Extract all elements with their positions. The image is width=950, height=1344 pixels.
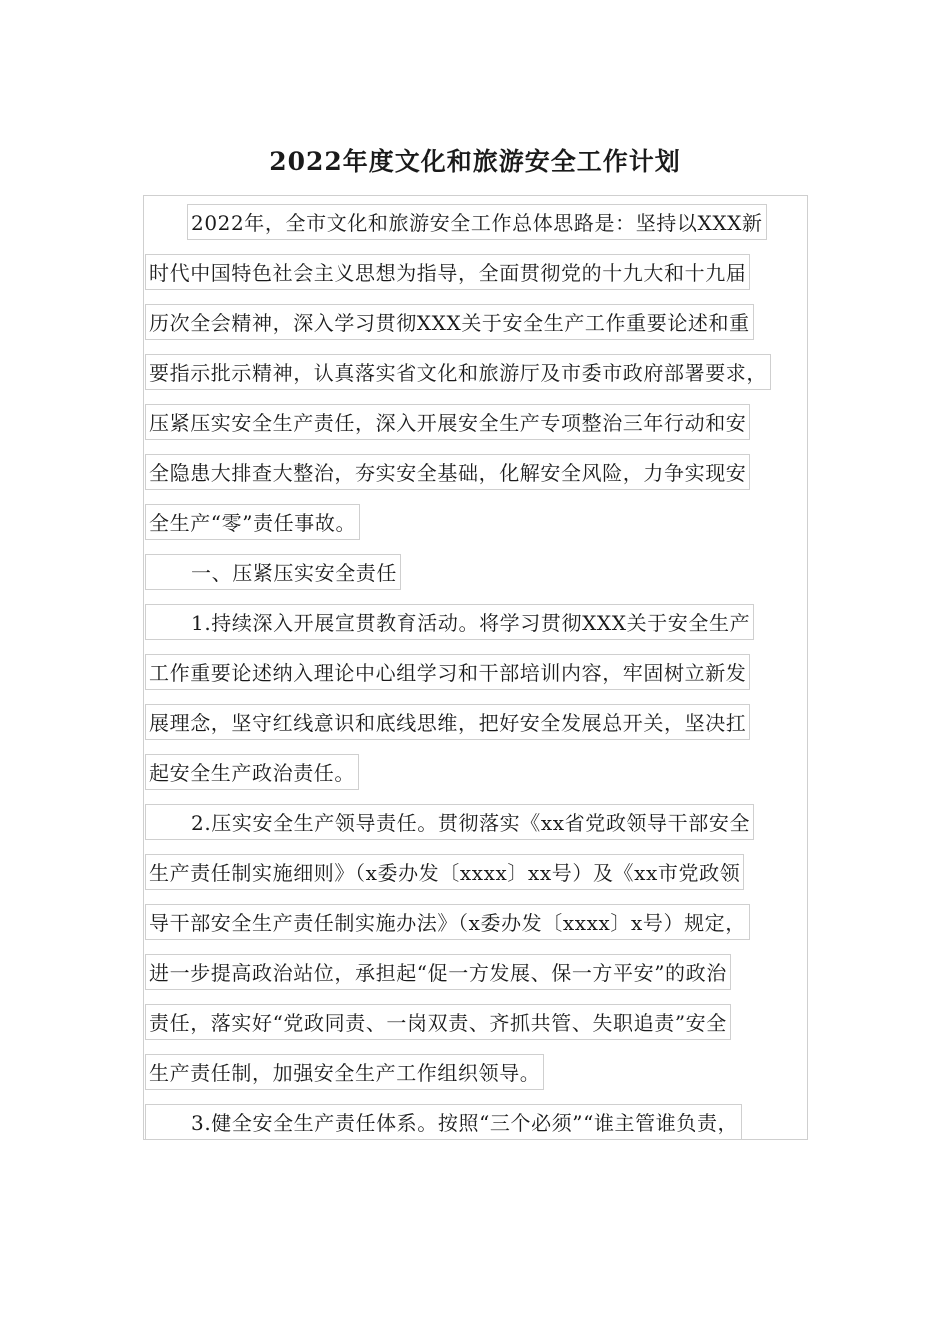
- line-text: 一、压紧压实安全责任: [145, 554, 401, 590]
- page-title: 2022年度文化和旅游安全工作计划: [269, 147, 681, 176]
- paragraph-line: [145, 453, 750, 493]
- paragraph-line: [145, 403, 750, 443]
- paragraph-line: [145, 253, 750, 293]
- paragraph-line: [145, 353, 771, 393]
- paragraph-line: [145, 603, 754, 643]
- paragraph-line: [145, 903, 750, 943]
- paragraph-line: [145, 1003, 731, 1043]
- paragraph-line: [145, 303, 754, 343]
- paragraph-line: [145, 503, 360, 543]
- line-text: 全生产“零”责任事故。: [145, 504, 360, 540]
- paragraph-line: [145, 953, 731, 993]
- line-text: 导干部安全生产责任制实施办法》（x委办发〔xxxx〕x号）规定，: [145, 904, 750, 940]
- line-text: 2022年，全市文化和旅游安全工作总体思路是：坚持以XXX新: [187, 204, 767, 240]
- paragraph-line: [145, 853, 744, 893]
- line-text: 压紧压实安全生产责任，深入开展安全生产专项整治三年行动和安: [145, 404, 750, 440]
- line-text: 工作重要论述纳入理论中心组学习和干部培训内容，牢固树立新发: [145, 654, 750, 690]
- paragraph-line: [145, 803, 754, 843]
- paragraph-line: [145, 653, 750, 693]
- line-text: 展理念，坚守红线意识和底线思维，把好安全发展总开关，坚决扛: [145, 704, 750, 740]
- line-text: 3.健全安全生产责任体系。按照“三个必须”“谁主管谁负责，: [145, 1104, 742, 1140]
- paragraph-line: [145, 1103, 742, 1143]
- line-text: 生产责任制实施细则》（x委办发〔xxxx〕xx号）及《xx市党政领: [145, 854, 744, 890]
- paragraph-line: [145, 1053, 544, 1093]
- line-text: 起安全生产政治责任。: [145, 754, 359, 790]
- line-text: 2.压实安全生产领导责任。贯彻落实《xx省党政领导干部安全: [145, 804, 754, 840]
- line-text: 要指示批示精神，认真落实省文化和旅游厅及市委市政府部署要求，: [145, 354, 771, 390]
- line-text: 全隐患大排查大整治，夯实安全基础，化解安全风险，力争实现安: [145, 454, 750, 490]
- paragraph-line: [145, 753, 359, 793]
- line-text: 时代中国特色社会主义思想为指导，全面贯彻党的十九大和十九届: [145, 254, 750, 290]
- line-text: 1.持续深入开展宣贯教育活动。将学习贯彻XXX关于安全生产: [145, 604, 754, 640]
- line-text: 历次全会精神，深入学习贯彻XXX关于安全生产工作重要论述和重: [145, 304, 754, 340]
- paragraph-line: [187, 203, 767, 243]
- line-text: 进一步提高政治站位，承担起“促一方发展、保一方平安”的政治: [145, 954, 731, 990]
- paragraph-line: [145, 703, 750, 743]
- line-text: 责任，落实好“党政同责、一岗双责、齐抓共管、失职追责”安全: [145, 1004, 731, 1040]
- section-heading: [145, 553, 401, 593]
- line-text: 生产责任制，加强安全生产工作组织领导。: [145, 1054, 544, 1090]
